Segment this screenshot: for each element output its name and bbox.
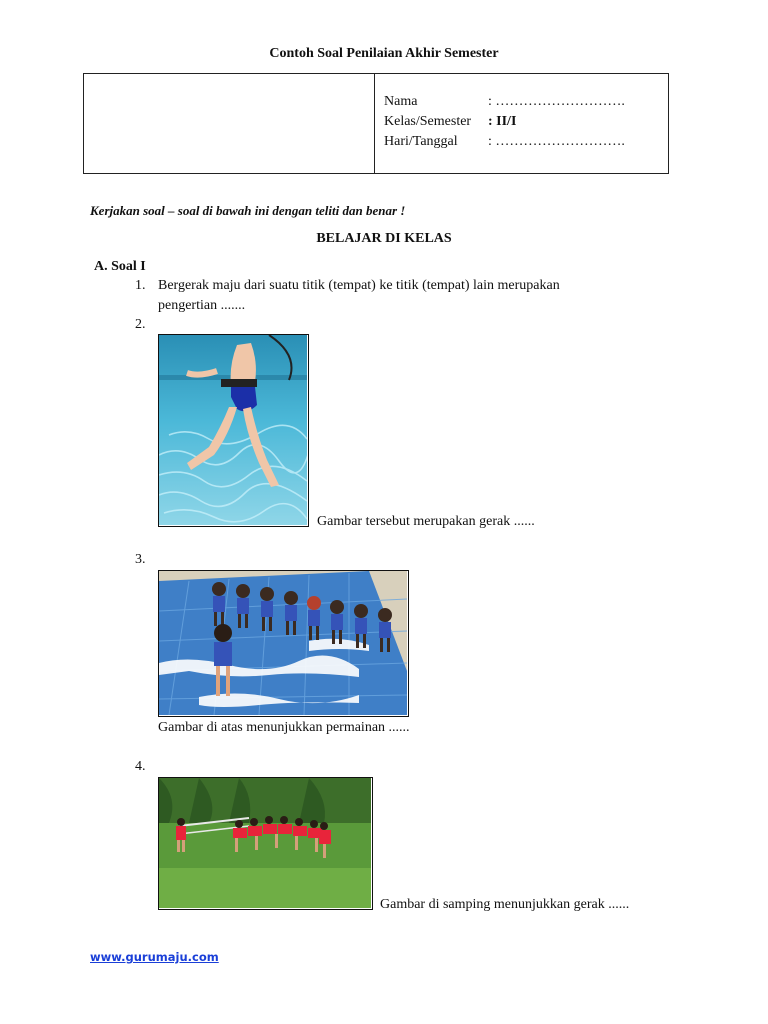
pool-walking-photo	[158, 334, 309, 527]
question-number: 4.	[135, 759, 146, 774]
identity-value: : ……………………….	[488, 134, 625, 149]
question-number: 2.	[135, 317, 146, 332]
section-heading: BELAJAR DI KELAS	[316, 231, 452, 246]
document-title: Contoh Soal Penilaian Akhir Semester	[269, 46, 499, 61]
instruction-text: Kerjakan soal – soal di bawah ini dengan teliti dan benar !	[90, 203, 406, 218]
pool-walking-image	[159, 335, 307, 525]
question-caption: Gambar di samping menunjukkan gerak ......	[380, 897, 630, 912]
identity-row-name	[384, 94, 625, 110]
question-text	[158, 276, 560, 316]
kids-pool-train-image	[159, 571, 407, 715]
identity-label: Nama	[384, 94, 418, 109]
question-number: 1.	[135, 278, 146, 293]
section-label: A. Soal I	[94, 259, 146, 274]
question-text-line: Bergerak maju dari suatu titik (tempat) ke titik (tempat) lain merupakan	[158, 278, 560, 293]
identity-row-class	[384, 114, 516, 130]
identity-value: : ……………………….	[488, 94, 625, 109]
kids-pool-train-illustration	[158, 570, 409, 717]
identity-value: : II/I	[488, 114, 517, 129]
kids-field-train-photo	[158, 777, 373, 910]
question-caption: Gambar tersebut merupakan gerak ......	[317, 514, 535, 529]
identity-row-date	[384, 134, 625, 150]
identity-divider	[374, 74, 375, 173]
identity-label: Kelas/Semester	[384, 114, 472, 129]
question-text-line: pengertian .......	[158, 298, 246, 313]
kids-field-train-image	[159, 778, 371, 908]
question-caption: Gambar di atas menunjukkan permainan ......	[158, 720, 410, 735]
identity-label: Hari/Tanggal	[384, 134, 458, 149]
question-number: 3.	[135, 552, 146, 567]
footer-link[interactable]: www.gurumaju.com	[90, 950, 219, 964]
identity-box	[83, 73, 669, 174]
